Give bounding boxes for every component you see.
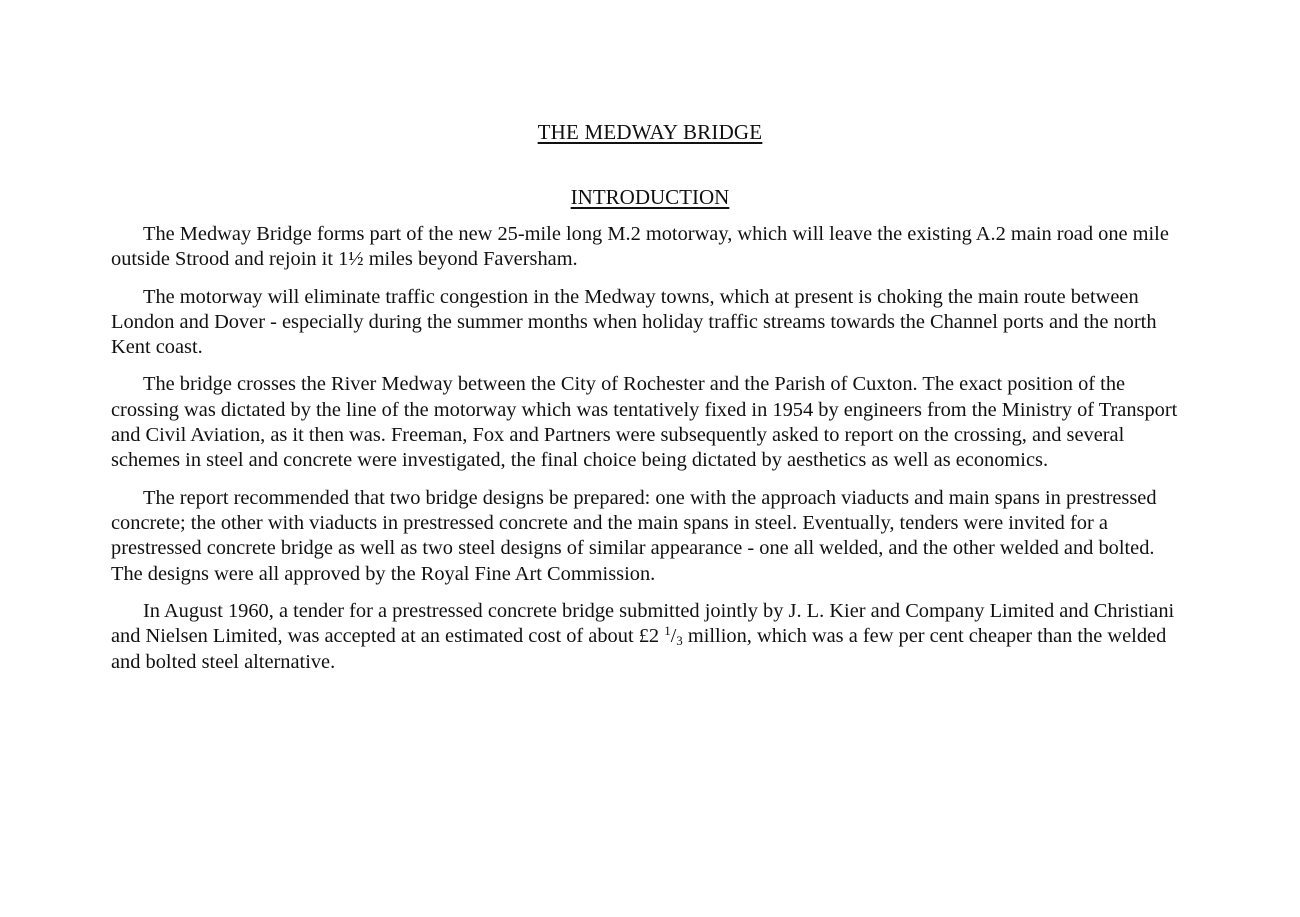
paragraph-4: The report recommended that two bridge designs be prepared: one with the approach viaducts and main spans in prestressed concrete; the other with viaducts in prestressed concrete and the main spans in steel. Eventually, tenders were invited for a prestressed concrete bridge as well as two steel designs of similar appearance - one all welded, and the other welded and bolted. The designs were all approved by the Royal Fine Art Commission. xyxy=(111,486,1157,585)
section-heading: INTRODUCTION xyxy=(570,185,730,209)
paragraph-5-text-end: million, which was a few per cent cheaper than the welded and bolted steel alternative. xyxy=(111,625,1167,674)
paragraph-2: The motorway will eliminate traffic congestion in the Medway towns, which at present is choking the main route between London and Dover - especially during the summer months when holiday traffic streams towards the Channel ports and the north Kent coast. xyxy=(111,285,1157,359)
paragraph-5-text-start: In August 1960, a tender for a prestressed concrete bridge submitted jointly by J. L. Kier and Company Limited and Christiani and Nielsen Limited, was accepted at an estimated cost of about £2 xyxy=(111,599,1175,648)
body-text xyxy=(111,222,1189,688)
paragraph-3: The bridge crosses the River Medway between the City of Rochester and the Parish of Cuxton. The exact position of the crossing was dictated by the line of the motorway which was tentatively fixed in 1954 by engineers from the Ministry of Transport and Civil Aviation, as it then was. Freeman, Fox and Partners were subsequently asked to report on the crossing, and several schemes in steel and concrete were investigated, the final choice being dictated by aesthetics as well as economics. xyxy=(111,373,1178,472)
fraction-slash: / xyxy=(670,625,677,648)
paragraph-5 xyxy=(111,599,1189,676)
fraction-denominator: 3 xyxy=(676,633,683,649)
paragraph-1: The Medway Bridge forms part of the new 25-mile long M.2 motorway, which will leave the existing A.2 main road one mile outside Strood and rejoin it 1½ miles beyond Faversham. xyxy=(111,223,1169,271)
document-title: THE MEDWAY BRIDGE xyxy=(537,120,763,144)
fraction-one-third xyxy=(664,623,683,649)
fraction-numerator: 1 xyxy=(664,623,671,639)
